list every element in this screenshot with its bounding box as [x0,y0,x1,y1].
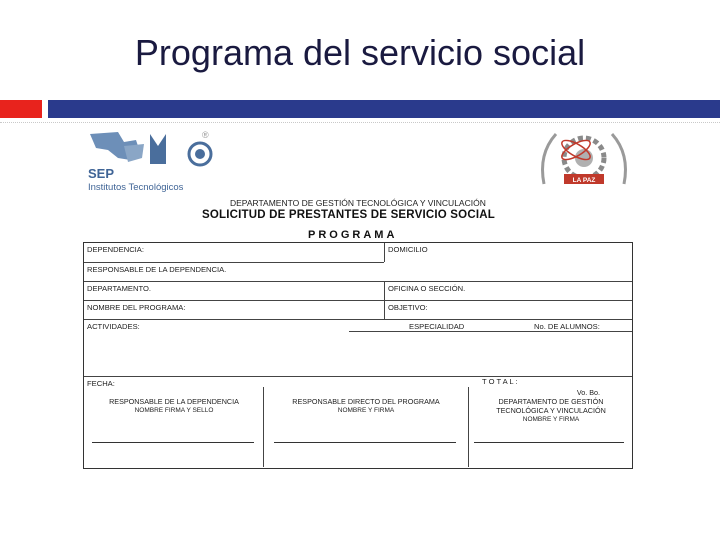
signature-subtitle: NOMBRE Y FIRMA [522,416,580,423]
signature-title: RESPONSABLE DIRECTO DEL PROGRAMA [292,397,440,406]
field-objetivo: OBJETIVO: [388,303,428,312]
signature-line [474,442,624,443]
signature-block-responsable-directo [266,397,466,415]
form-title: SOLICITUD DE PRESTANTES DE SERVICIO SOCIAL [202,209,495,221]
signature-line [274,442,456,443]
field-domicilio: DOMICILIO [388,245,428,254]
field-total: T O T A L : [482,377,518,386]
accent-bar-red [0,100,42,118]
field-actividades: ACTIVIDADES: [87,322,140,331]
signature-title: RESPONSABLE DE LA DEPENDENCIA [109,397,239,406]
svg-text:SEP: SEP [88,166,115,181]
registered-mark: ® [202,130,209,140]
signature-title: DEPARTAMENTO DE GESTIÓN TECNOLÓGICA Y VINCULACIÓN [496,397,606,415]
field-num-alumnos: No. DE ALUMNOS: [534,322,600,331]
tec-emblem-icon [534,124,634,194]
field-fecha: FECHA: [87,379,115,388]
field-dependencia: DEPENDENCIA: [87,245,144,254]
field-oficina: OFICINA O SECCIÓN. [388,284,466,293]
field-responsable: RESPONSABLE DE LA DEPENDENCIA. [87,265,227,274]
signature-subtitle: NOMBRE FIRMA Y SELLO [134,407,214,414]
svg-text:LA PAZ: LA PAZ [572,177,596,184]
request-form [83,242,633,469]
accent-bar-blue [48,100,720,118]
field-nombre-programa: NOMBRE DEL PROGRAMA: [87,303,186,312]
scanned-form-image [80,124,640,474]
svg-text:Institutos Tecnológicos: Institutos Tecnológicos [88,182,184,193]
signature-line [92,442,254,443]
field-especialidad: ESPECIALIDAD [409,322,465,331]
signature-subtitle: NOMBRE Y FIRMA [337,407,395,414]
signature-block-dependencia [86,397,262,415]
dotted-divider [0,122,720,123]
field-departamento: DEPARTAMENTO. [87,284,151,293]
slide-title: Programa del servicio social [134,32,586,73]
department-header: DEPARTAMENTO DE GESTIÓN TECNOLÓGICA Y VINCULACIÓN [230,198,486,208]
signature-block-depto-gestion [472,388,630,424]
section-title: PROGRAMA [308,229,398,241]
vo-bo-label: Vo. Bo. [576,388,600,397]
